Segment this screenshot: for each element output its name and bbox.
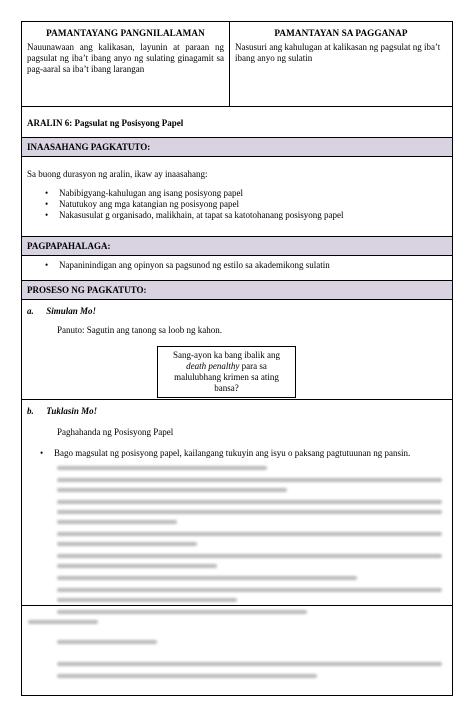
part-a-label: a. — [27, 306, 34, 316]
part-a-section — [21, 300, 453, 400]
performance-standard-cell — [230, 22, 453, 107]
standards-table — [21, 21, 453, 107]
worksheet-page — [21, 21, 453, 696]
part-a-title: Simulan Mo! — [46, 306, 97, 316]
part-b-list — [22, 438, 452, 459]
content-standard-title: PAMANTAYANG PANGNILALAMAN — [46, 28, 205, 38]
list-item: • Napaninindigan ang opinyon sa pagsunod ng estilo sa akademikong sulatin — [59, 260, 447, 271]
list-item: • Nabibigyang-kahulugan ang isang posisyong papel — [59, 188, 447, 199]
question-text-end: para sa malulubhang krimen sa ating bansa? — [174, 361, 279, 393]
question-text-start: Sang-ayon ka bang ibalik ang — [173, 350, 280, 360]
values-body — [21, 256, 453, 281]
lesson-title: ARALIN 6: Pagsulat ng Posisyong Papel — [21, 107, 453, 138]
values-list — [27, 260, 447, 271]
part-b-section — [21, 400, 453, 606]
expected-learning-body — [21, 157, 453, 237]
question-text-italic: death penalthy — [186, 361, 240, 371]
part-b-title: Tuklasin Mo! — [46, 406, 98, 416]
performance-standard-title: PAMANTAYAN SA PAGGANAP — [274, 28, 408, 38]
list-item: • Bago magsulat ng posisyong papel, kailangang tukuyin ang isyu o paksang pagtutuunan ng pansin. — [54, 448, 447, 459]
content-standard-text: Nauunawaan ang kalikasan, layunin at paraan ng pagsulat ng iba’t ibang anyo ng sulating ginagamit sa pag-aaral sa iba’t ibang larangan — [27, 42, 224, 75]
part-b-title-row — [22, 400, 452, 418]
part-c-section — [21, 606, 453, 696]
expected-learning-intro: Sa buong durasyon ng aralin, ikaw ay inaasahang: — [27, 169, 208, 179]
part-b-label: b. — [27, 406, 34, 416]
part-a-title-row — [22, 300, 452, 318]
question-box — [157, 346, 296, 398]
expected-learning-list — [27, 188, 447, 221]
expected-learning-heading: INAASAHANG PAGKATUTO: — [21, 138, 453, 157]
performance-standard-text: Nasusuri ang kahulugan at kalikasan ng pagsulat ng iba’t ibang anyo ng sulatin — [235, 42, 441, 64]
process-heading: PROSESO NG PAGKATUTO: — [21, 281, 453, 300]
values-heading: PAGPAPAHALAGA: — [21, 237, 453, 256]
content-standard-cell — [22, 22, 230, 107]
obscured-content — [22, 466, 454, 614]
part-b-subtitle: Paghahanda ng Posisyong Papel — [57, 427, 174, 437]
part-a-instruction: Panuto: Sagutin ang tanong sa loob ng kahon. — [57, 325, 222, 335]
list-item: • Natutukoy ang mga katangian ng posisyong papel — [59, 199, 447, 210]
list-item: • Nakasusulat g organisado, malikhain, at tapat sa katotohanang posisyong papel — [59, 210, 447, 221]
